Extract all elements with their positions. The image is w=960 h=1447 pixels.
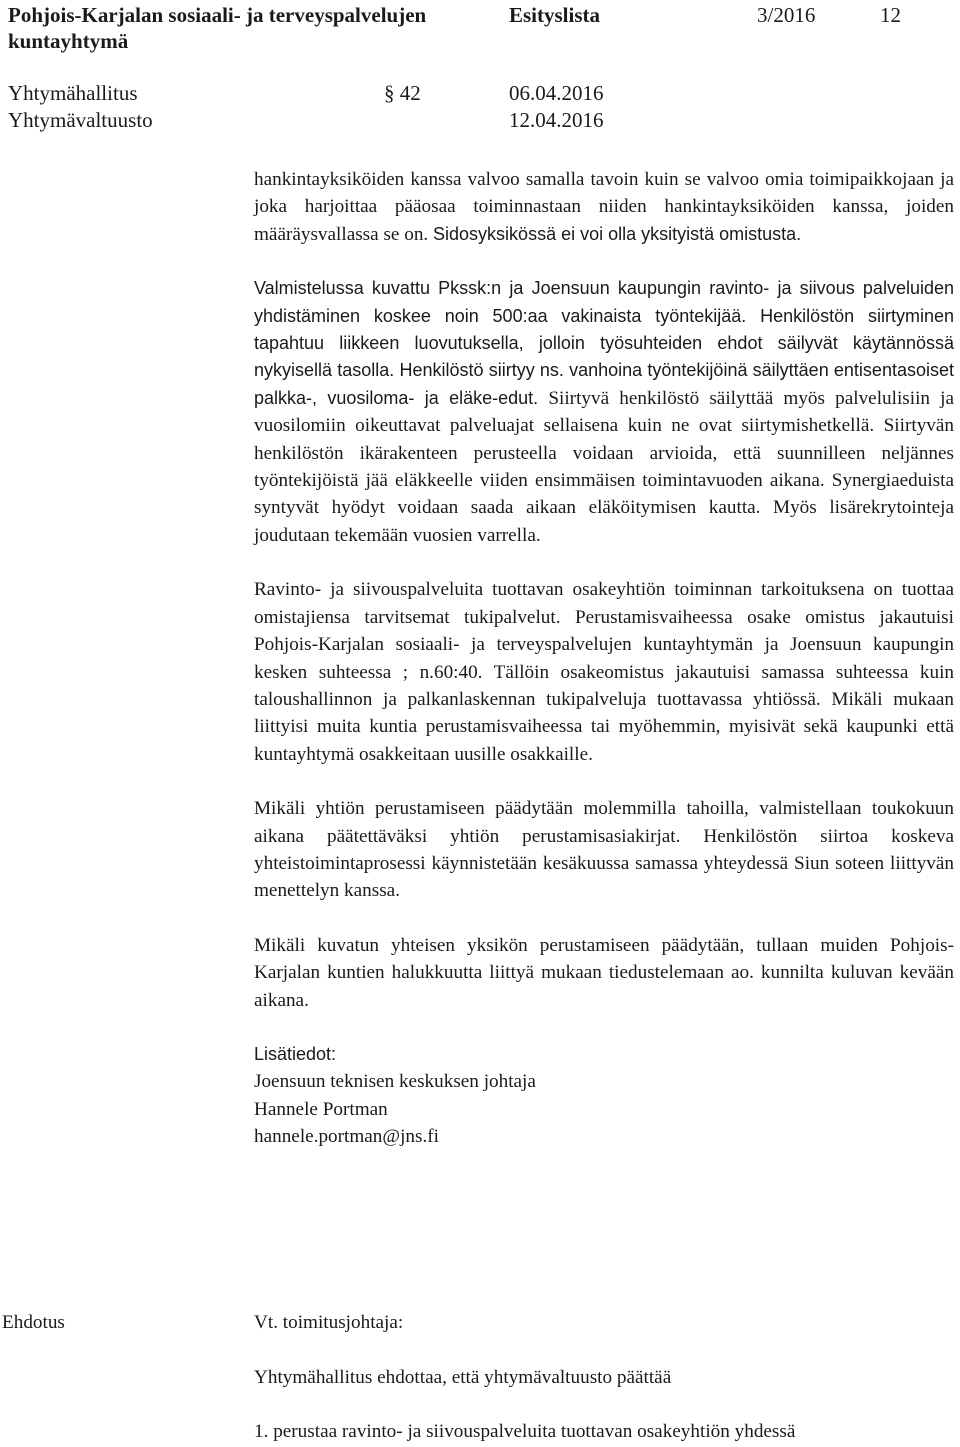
paragraph-3: Ravinto- ja siivouspalveluita tuottavan osakeyhtiön toiminnan tarkoituksena on tuottaa omistajiensa tarvitsemat tukipalvelut. Perustamisvaiheessa osake omistus jakautuisi Pohjois-Karjalan sosiaali- ja terveyspalvelujen kuntayhtymän ja Joensuun kaupungin kesken suhteessa ; n.60:40. Tällöin osakeomistus jakautuisi samassa suhteessa kuin taloushallinnon ja palkanlaskennan tukipalveluja tuottavassa yhtiössä. Mikäli mukaan liittyisi muita kuntia perustamisvaiheessa tai myöhemmin, myisivät sekä kaupunki että kuntayhtymä osakkeitaan uusille osakkaille. bbox=[254, 579, 954, 765]
contact-info bbox=[254, 1041, 954, 1151]
proposal-label: Ehdotus bbox=[2, 1312, 65, 1333]
paragraph-1 bbox=[254, 166, 954, 248]
contact-title: Joensuun teknisen keskuksen johtaja bbox=[254, 1071, 536, 1093]
section-number: 42 bbox=[399, 81, 421, 105]
organization-name-line1: Pohjois-Karjalan sosiaali- ja terveyspalvelujen bbox=[8, 3, 427, 27]
paragraph-5: Mikäli kuvatun yhteisen yksikön perustamiseen päädytään, tullaan muiden Pohjois-Karjalan kuntien halukkuutta liittyä mukaan tiedustelemaan ao. kunnilta kuluvan kevään aikana. bbox=[254, 934, 954, 1011]
contact-email: hannele.portman@jns.fi bbox=[254, 1126, 439, 1148]
proposal-item-1: 1. perustaa ravinto- ja siivouspalveluita tuottavan osakeyhtiön yhdessä bbox=[254, 1421, 796, 1442]
section-symbol: § bbox=[384, 81, 395, 105]
contact-name: Hannele Portman bbox=[254, 1098, 388, 1120]
proposal-intro: Yhtymähallitus ehdottaa, että yhtymävaltuusto päättää bbox=[254, 1367, 672, 1388]
section-reference bbox=[384, 80, 421, 106]
meeting-date-council: 12.04.2016 bbox=[509, 108, 604, 132]
organization-name bbox=[8, 2, 426, 54]
paragraph-1-note: Sidosyksikössä ei voi olla yksityistä omistusta. bbox=[433, 223, 802, 244]
contact-label: Lisätiedot: bbox=[254, 1043, 337, 1064]
paragraph-2-part-a: Valmistelussa kuvattu Pkssk:n ja Joensuun kaupungin ravinto- ja siivous palveluiden yhdistäminen koskee noin 500:aa vakinaista työntekijää. Henkilöstön siirtyminen tapahtuu liikkeen luovutuksella, jolloin työsuhteiden ehdot säilyvät käytännössä nykyisellä tasolla. Henkilöstö siirtyy ns. vanhoina työntekijöinä säilyttäen entisentasoiset palkka-, vuosiloma- ja eläke-edut. bbox=[254, 278, 954, 408]
body-name-council: Yhtymävaltuusto bbox=[8, 108, 153, 132]
body-name-board: Yhtymähallitus bbox=[8, 81, 138, 105]
meeting-date-board: 06.04.2016 bbox=[509, 81, 604, 105]
page-number: 12 bbox=[880, 3, 901, 27]
paragraph-2-part-b: Siirtyvä henkilöstö säilyttää myös palvelulisiin ja vuosilomiin oikeuttavat palveluajat sellaisena kuin ne ovat siirtymishetkellä. Siirtyvän henkilöstön ikärakenteen perusteella voidaan arvioida, että suunnilleen neljännes työntekijöistä jää eläkkeelle viiden ensimmäisen toimintavuoden aikana. Synergiaeduista syntyvät hyödyt voidaan saada aikaan eläköitymisen kautta. Myös lisärekrytointeja joudutaan tekemään vuosien varrella. bbox=[254, 387, 954, 546]
organization-name-line2: kuntayhtymä bbox=[8, 29, 129, 53]
paragraph-4: Mikäli yhtiön perustamiseen päädytään molemmilla tahoilla, valmistellaan toukokuun aikana päätettäväksi yhtiön perustamisasiakirjat. Henkilöstön siirtoa koskeva yhteistoimintaprosessi käynnistetään kesäkuussa samassa yhteydessä Siun soteen liittyvän menettelyn kanssa. bbox=[254, 798, 954, 902]
issue-number: 3/2016 bbox=[757, 3, 816, 27]
paragraph-2 bbox=[254, 275, 954, 549]
agenda-body bbox=[254, 166, 954, 1151]
proposal-presenter: Vt. toimitusjohtaja: bbox=[254, 1312, 404, 1333]
document-type: Esityslista bbox=[509, 3, 601, 27]
paragraph-1-text: hankintayksiköiden kanssa valvoo samalla tavoin kuin se valvoo omia toimipaikkojaan ja joka harjoittaa pääosaa toiminnastaan niiden hankintayksiköiden kanssa, joiden määräysvallassa se on. bbox=[254, 169, 954, 245]
